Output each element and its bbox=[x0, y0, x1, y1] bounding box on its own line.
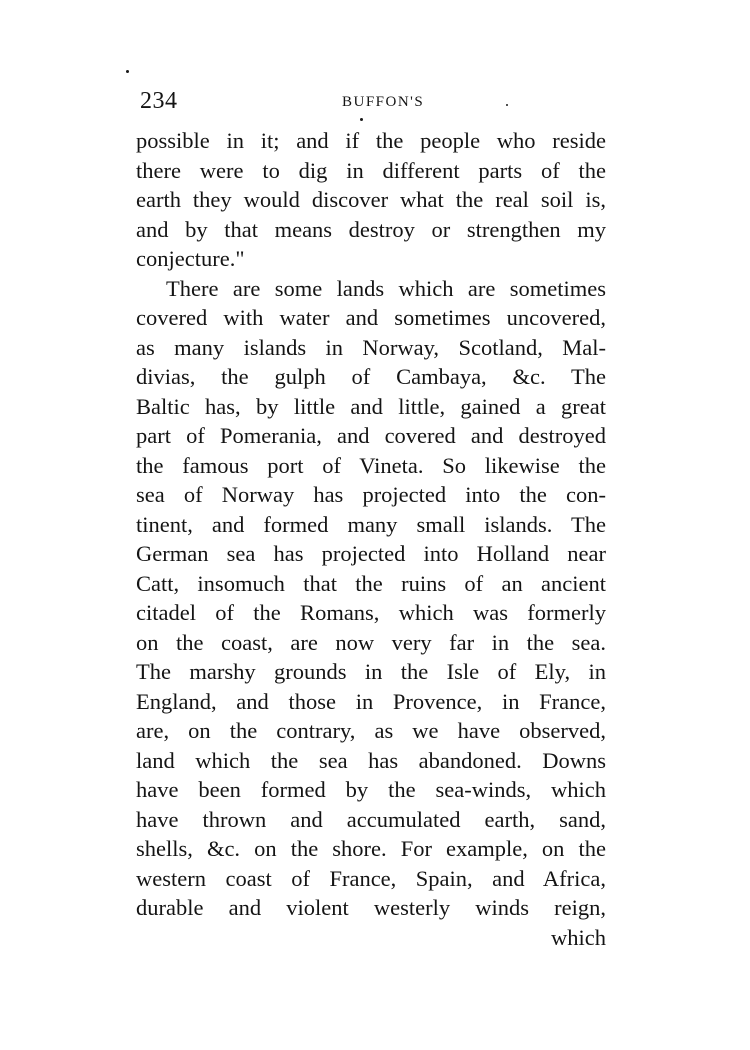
text-line: are, on the contrary, as we have observed, bbox=[136, 718, 606, 743]
text-line: have thrown and accumulated earth, sand, bbox=[136, 806, 606, 832]
text-line: land which the sea has abandoned. Downs bbox=[136, 747, 606, 773]
text-line: covered with water and sometimes uncovered, bbox=[136, 305, 606, 330]
text-line: as many islands in Norway, Scotland, Mal- bbox=[136, 334, 606, 360]
text-line: shells, &c. on the shore. For example, on the bbox=[136, 836, 606, 861]
text-line: the famous port of Vineta. So likewise the bbox=[136, 452, 606, 478]
ink-speck bbox=[360, 118, 363, 121]
page-header bbox=[140, 88, 610, 118]
running-head: BUFFON'S bbox=[342, 94, 425, 110]
text-line: Catt, insomuch that the ruins of an ancient bbox=[136, 570, 606, 596]
text-line: German sea has projected into Holland near bbox=[136, 541, 606, 566]
text-line: and by that means destroy or strengthen my bbox=[136, 216, 606, 242]
text-line: on the coast, are now very far in the sea. bbox=[136, 629, 606, 655]
text-line: Baltic has, by little and little, gained a great bbox=[136, 393, 606, 419]
text-line: earth they would discover what the real soil is, bbox=[136, 187, 606, 212]
text-line: tinent, and formed many small islands. The bbox=[136, 511, 606, 537]
text-line: England, and those in Provence, in France, bbox=[136, 688, 606, 714]
body-text bbox=[136, 126, 606, 952]
catchword: which bbox=[551, 924, 606, 950]
text-line: there were to dig in different parts of the bbox=[136, 157, 606, 183]
text-line: western coast of France, Spain, and Africa, bbox=[136, 865, 606, 891]
text-line: possible in it; and if the people who reside bbox=[136, 128, 606, 153]
text-line: There are some lands which are sometimes bbox=[166, 275, 606, 301]
text-line: citadel of the Romans, which was formerly bbox=[136, 600, 606, 625]
text-line: durable and violent westerly winds reign, bbox=[136, 895, 606, 920]
text-line: divias, the gulph of Cambaya, &c. The bbox=[136, 364, 606, 389]
page-number: 234 bbox=[140, 88, 178, 114]
text-line: part of Pomerania, and covered and destroyed bbox=[136, 423, 606, 448]
ink-speck bbox=[506, 104, 508, 106]
text-line: conjecture." bbox=[136, 246, 245, 271]
text-line: sea of Norway has projected into the con- bbox=[136, 482, 606, 507]
text-line: have been formed by the sea-winds, which bbox=[136, 777, 606, 802]
ink-speck bbox=[126, 70, 129, 73]
text-line: The marshy grounds in the Isle of Ely, in bbox=[136, 659, 606, 684]
